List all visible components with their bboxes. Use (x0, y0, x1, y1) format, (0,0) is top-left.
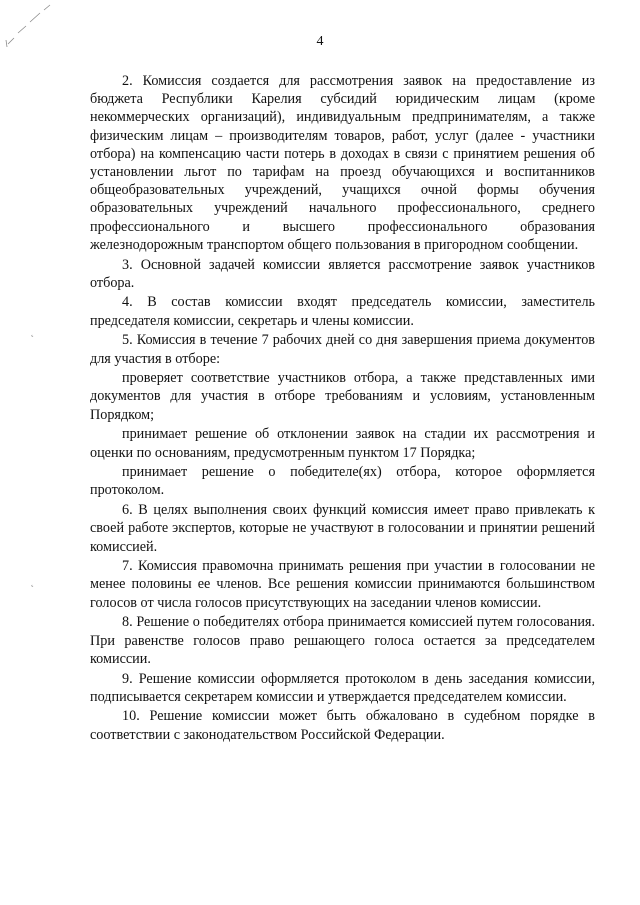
scan-artifact-mid-left: ˛ (30, 328, 35, 338)
paragraph-8: 8. Решение о победителях отбора принимается комиссией путем голосования. При равенстве голосов право решающего голоса остается за председателем комиссии. (90, 614, 595, 667)
paragraph-7: 7. Комиссия правомочна принимать решения при участии в голосовании не менее половины ее членов. Все решения комиссии принимаются большинством голосов от числа голосов присутствующих на заседании членов комиссии. (90, 558, 595, 611)
paragraph-2: 2. Комиссия создается для рассмотрения заявок на предоставление из бюджета Республики Карелия субсидий юридическим лицам (кроме некоммерческих организаций), индивидуальным предпринимателям, а также физическим лицам – производителям товаров, работ, услуг (далее - участники отбора) на компенсацию части потерь в доходах в связи с принятием решения об установлении льгот по тарифам на проезд обучающихся и воспитанников общеобразовательных учреждений, учащихся очной формы обучения образовательных учреждений начального профессионального, среднего профессионального и высшего профессионального образования железнодорожным транспортом общего пользования в пригородном сообщении. (90, 73, 595, 253)
paragraph-5: 5. Комиссия в течение 7 рабочих дней со дня завершения приема документов для участия в отборе: (90, 332, 595, 367)
paragraph-4: 4. В состав комиссии входят председатель комиссии, заместитель председателя комиссии, секретарь и члены комиссии. (90, 294, 595, 329)
scan-artifact-low-left: ˛ (30, 578, 35, 588)
paragraph-5-item-1: проверяет соответствие участников отбора, а также представленных ими документов для участия в отборе требованиям и условиям, установленным Порядком; (90, 370, 595, 423)
page-number: 4 (316, 34, 324, 49)
paragraph-10: 10. Решение комиссии может быть обжаловано в судебном порядке в соответствии с законодательством Российской Федерации. (90, 708, 595, 743)
document-body (90, 72, 595, 745)
paragraph-9: 9. Решение комиссии оформляется протоколом в день заседания комиссии, подписывается секретарем комиссии и утверждается председателем комиссии. (90, 670, 595, 705)
paragraph-3: 3. Основной задачей комиссии является рассмотрение заявок участников отбора. (90, 256, 595, 291)
paragraph-6: 6. В целях выполнения своих функций комиссия имеет право привлекать к своей работе экспертов, которые не участвуют в голосовании и принятии решений комиссией. (90, 502, 595, 555)
paragraph-5-item-3: принимает решение о победителе(ях) отбора, которое оформляется протоколом. (90, 464, 595, 499)
paragraph-5-item-2: принимает решение об отклонении заявок на стадии их рассмотрения и оценки по основаниям, предусмотренным пунктом 17 Порядка; (90, 426, 595, 461)
